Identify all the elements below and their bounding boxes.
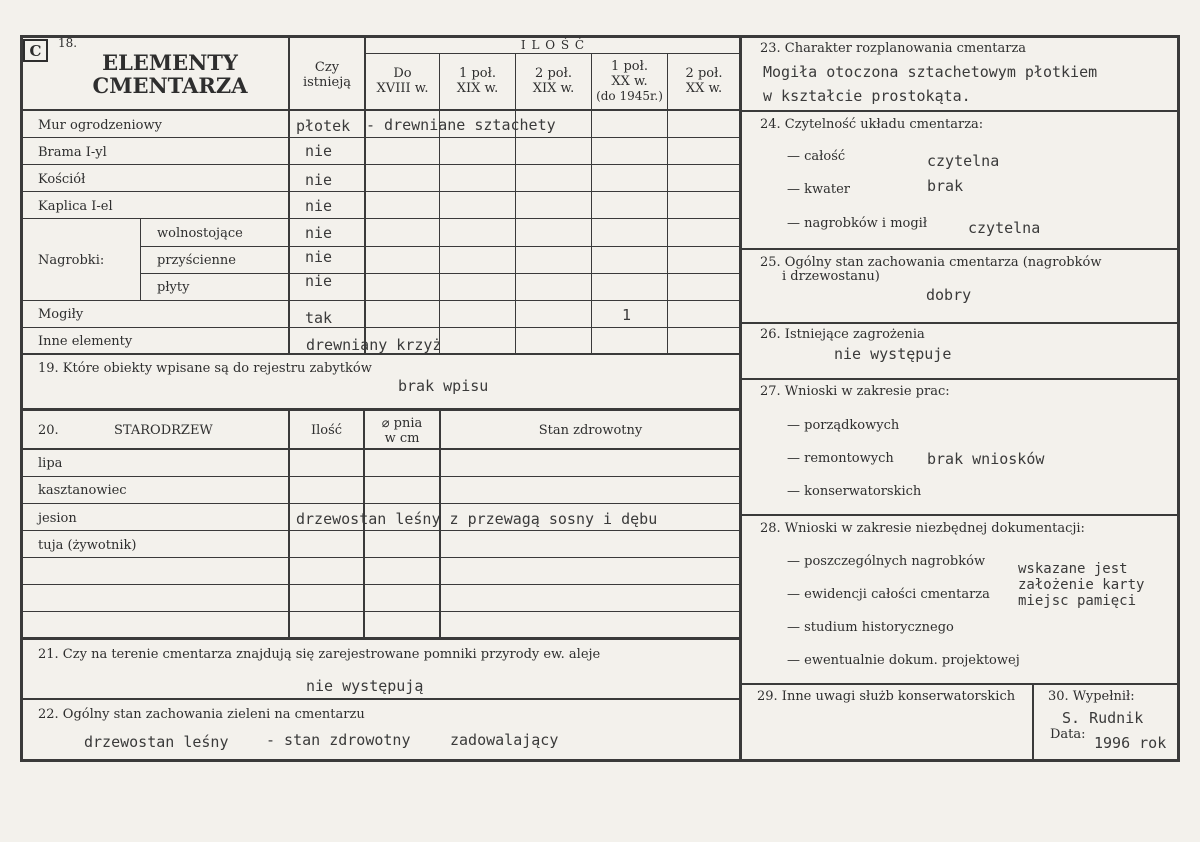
q27-item-konserwatorskich: — konserwatorskich: [787, 484, 922, 499]
rule: [20, 109, 742, 111]
rule: [20, 759, 742, 762]
rule: [20, 476, 740, 477]
rule: [20, 191, 740, 192]
answer-przysc: nie: [305, 248, 333, 266]
q27-label: 27. Wnioski w zakresie prac:: [760, 384, 950, 399]
q20-title: STARODRZEW: [114, 423, 213, 438]
q22-label: 22. Ogólny stan zachowania zieleni na cmentarzu: [38, 707, 365, 722]
tree-jesion: jesion: [38, 511, 77, 526]
rule: [20, 611, 740, 612]
rule: [140, 246, 740, 247]
section-18-title-1: ELEMENTY: [102, 50, 238, 75]
q27-answer: brak wniosków: [927, 450, 1045, 468]
q25-label-2: i drzewostanu): [782, 269, 880, 284]
q23-answer-1: Mogiła otoczona sztachetowym płotkiem: [763, 63, 1098, 81]
q30-date-value: 1996 rok: [1094, 734, 1167, 752]
answer-wolno: nie: [305, 224, 333, 242]
rule: [20, 35, 23, 761]
q24-item-calosc: — całość: [787, 149, 846, 164]
period-header-4a: 1 poł.: [611, 59, 648, 74]
rule: [739, 35, 742, 762]
q22-answer-b: - stan zdrowotny: [266, 731, 411, 749]
ilosc-header: I L O Ś Ć: [520, 38, 586, 52]
q29-label: 29. Inne uwagi służb konserwatorskich: [757, 689, 1016, 704]
q30-label: 30. Wypełnił:: [1048, 689, 1135, 704]
rule: [20, 584, 740, 585]
q27-item-porzadkowych: — porządkowych: [787, 418, 900, 433]
row-label-nagrobki: Nagrobki:: [38, 253, 105, 268]
section-letter: C: [29, 42, 42, 60]
period-header-1b: XVIII w.: [376, 81, 429, 96]
rule: [20, 408, 742, 411]
row-label-przysc: przyścienne: [157, 253, 236, 268]
rule: [140, 219, 141, 300]
q24-item-kwater: — kwater: [787, 182, 851, 197]
row-label-plyty: płyty: [157, 280, 190, 295]
q22-answer-c: zadowalający: [450, 731, 559, 749]
q30-date-label: Data:: [1050, 727, 1086, 742]
rule: [667, 53, 668, 354]
q24-value-kwater: brak: [927, 177, 964, 195]
rule: [1032, 684, 1034, 760]
row-label-kaplica: Kaplica I-el: [38, 199, 113, 214]
q24-value-nagrobkow: czytelna: [968, 219, 1041, 237]
q20-ilosc-header: Ilość: [310, 423, 343, 438]
period-header-5b: XX w.: [685, 81, 723, 96]
q24-label: 24. Czytelność układu cmentarza:: [760, 117, 984, 132]
section-18-number: 18.: [58, 36, 78, 50]
exists-header-1: Czy: [314, 60, 340, 75]
q23-label: 23. Charakter rozplanowania cmentarza: [760, 41, 1027, 56]
exists-header-2: istnieją: [302, 75, 352, 90]
q26-label: 26. Istniejące zagrożenia: [760, 327, 925, 342]
tree-lipa: lipa: [38, 456, 63, 471]
q28-item-ewidencji: — ewidencji całości cmentarza: [787, 587, 990, 602]
answer-mogily-count: 1: [622, 306, 632, 324]
answer-kosciol: nie: [305, 171, 333, 189]
rule: [742, 248, 1179, 250]
q20-number: 20.: [38, 423, 59, 438]
rule: [515, 53, 516, 354]
row-label-inne: Inne elementy: [38, 334, 133, 349]
q28-label: 28. Wnioski w zakresie niezbędnej dokumentacji:: [760, 521, 1085, 536]
q22-answer-a: drzewostan leśny: [84, 733, 229, 751]
q28-answer-2: założenie karty: [1018, 577, 1145, 593]
rule: [742, 35, 1180, 38]
rule: [20, 218, 740, 219]
rule: [20, 300, 740, 301]
answer-mogily: tak: [305, 309, 333, 327]
answer-brama: nie: [305, 142, 333, 160]
q21-label: 21. Czy na terenie cmentarza znajdują się zarejestrowane pomniki przyrody ew. aleje: [38, 647, 601, 662]
answer-mur: płotek: [296, 117, 351, 135]
row-label-wolno: wolnostojące: [157, 226, 243, 241]
answer-plyty: nie: [305, 272, 333, 290]
period-header-3b: XIX w.: [532, 81, 575, 96]
rule: [439, 53, 440, 354]
rule: [742, 110, 1179, 112]
rule: [742, 683, 1179, 685]
period-header-2a: 1 poł.: [459, 66, 496, 81]
answer-kaplica: nie: [305, 197, 333, 215]
period-header-2b: XIX w.: [456, 81, 499, 96]
q30-name: S. Rudnik: [1062, 709, 1144, 727]
rule: [20, 637, 742, 640]
rule: [20, 137, 740, 138]
q28-item-projektowej: — ewentualnie dokum. projektowej: [787, 653, 1020, 668]
row-label-kosciol: Kościół: [38, 172, 86, 187]
rule: [742, 378, 1179, 380]
q28-item-studium: — studium historycznego: [787, 620, 954, 635]
rule: [20, 557, 740, 558]
q23-answer-2: w kształcie prostokąta.: [763, 87, 971, 105]
rule: [20, 327, 740, 328]
period-header-4c: (do 1945r.): [596, 89, 663, 103]
q27-item-remontowych: — remontowych: [787, 451, 894, 466]
rule: [288, 410, 290, 638]
rule: [364, 53, 740, 54]
rule: [1177, 35, 1180, 762]
period-header-5a: 2 poł.: [685, 66, 723, 81]
q19-label: 19. Które obiekty wpisane są do rejestru zabytków: [38, 361, 372, 376]
rule: [742, 514, 1179, 516]
q25-label-1: 25. Ogólny stan zachowania cmentarza (nagrobków: [760, 255, 1102, 270]
q20-diam-header-1: ⌀ pnia: [381, 416, 423, 431]
q19-answer: brak wpisu: [398, 377, 489, 395]
period-header-3a: 2 poł.: [535, 66, 572, 81]
rule: [742, 759, 1180, 762]
rule: [742, 322, 1179, 324]
q25-answer: dobry: [926, 286, 972, 304]
q20-diam-header-2: w cm: [384, 431, 420, 446]
q21-answer: nie występują: [306, 677, 424, 695]
period-header-1a: Do: [393, 66, 412, 81]
rule: [20, 164, 740, 165]
answer-mur-extra: - drewniane sztachety: [366, 116, 556, 134]
tree-kasztanowiec: kasztanowiec: [38, 483, 127, 498]
row-label-brama: Brama I-yl: [38, 145, 107, 160]
section-18-title-2: CMENTARZA: [92, 73, 248, 98]
q28-answer-3: miejsc pamięci: [1018, 593, 1137, 609]
row-label-mogily: Mogiły: [38, 307, 84, 322]
period-header-4b: XX w.: [611, 74, 648, 89]
answer-inne: drewniany krzyż: [306, 336, 442, 354]
q28-answer-1: wskazane jest: [1018, 561, 1128, 577]
q24-item-nagrobkow: — nagrobków i mogił: [787, 216, 928, 231]
q26-answer: nie występuje: [834, 345, 952, 363]
row-label-mur: Mur ogrodzeniowy: [38, 118, 162, 133]
rule: [20, 698, 742, 700]
rule: [140, 273, 740, 274]
q28-item-nagrobkow: — poszczególnych nagrobków: [787, 554, 986, 569]
tree-tuja: tuja (żywotnik): [38, 538, 137, 553]
rule: [20, 448, 742, 450]
q20-answer: drzewostan leśny z przewagą sosny i dębu: [296, 510, 658, 528]
section-letter-box: [23, 39, 48, 62]
q20-stan-header: Stan zdrowotny: [538, 423, 643, 438]
rule: [20, 503, 740, 504]
q24-value-calosc: czytelna: [927, 152, 1000, 170]
rule: [20, 530, 740, 531]
